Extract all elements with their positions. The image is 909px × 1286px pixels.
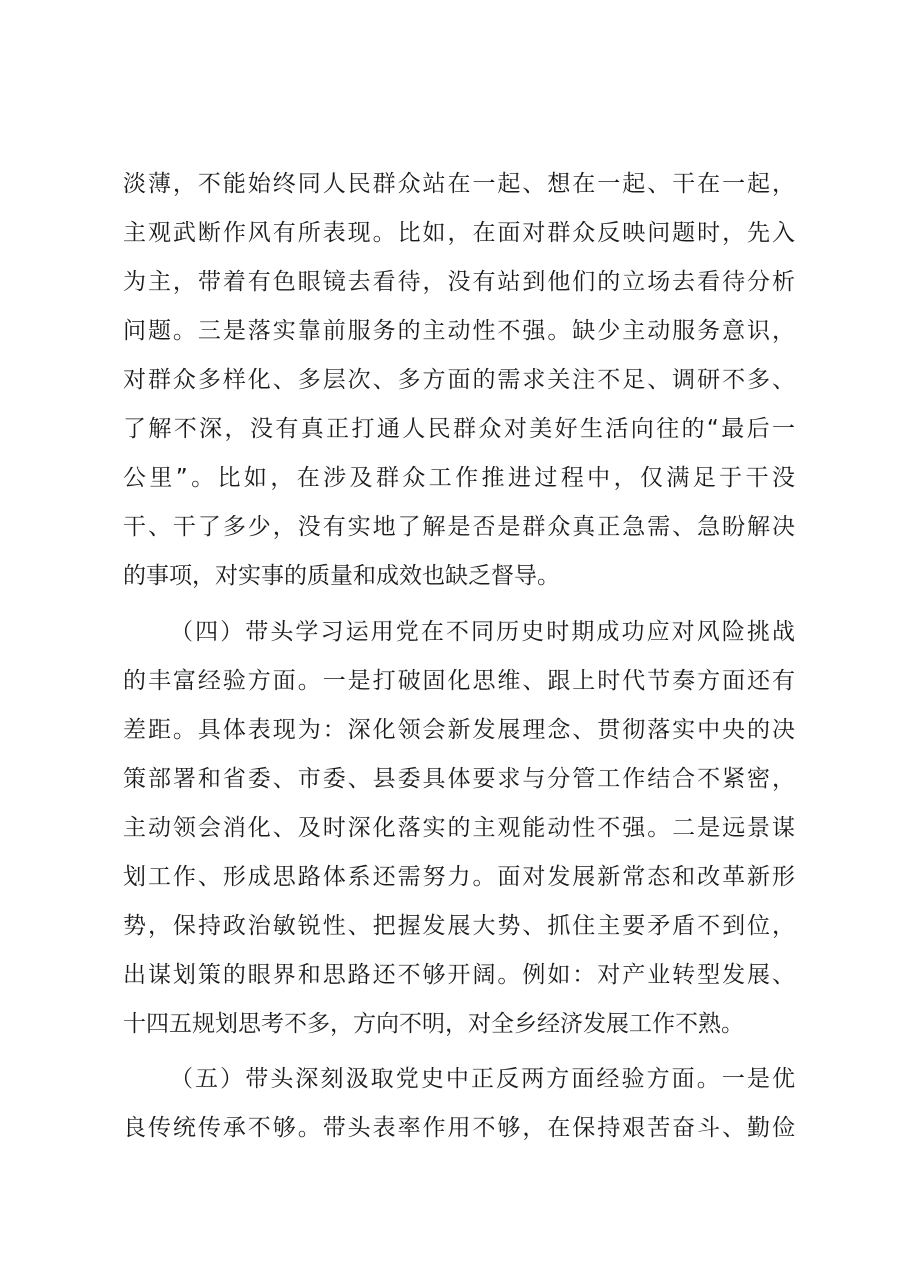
text-line-4: 问题。三是落实靠前服务的主动性不强。缺少主动服务意识， (123, 318, 795, 344)
text-line-3: 为主，带着有色眼镜去看待，没有站到他们的立场去看待分析 (123, 269, 795, 295)
text-line-11: 的丰富经验方面。一是打破固化思维、跟上时代节奏方面还有 (123, 668, 795, 694)
text-line-13: 策部署和省委、市委、县委具体要求与分管工作结合不紧密， (123, 766, 795, 792)
text-line-16: 势，保持政治敏锐性、把握发展大势、抓住主要矛盾不到位， (123, 913, 795, 939)
text-line-14: 主动领会消化、及时深化落实的主观能动性不强。二是远景谋 (123, 815, 795, 841)
text-line-7: 公里”。比如，在涉及群众工作推进过程中，仅满足于干没 (123, 465, 795, 491)
text-line-9: 的事项，对实事的质量和成效也缺乏督导。 (123, 563, 560, 589)
text-line-20: 良传统传承不够。带头表率作用不够，在保持艰苦奋斗、勤俭 (123, 1115, 795, 1141)
text-line-5: 对群众多样化、多层次、多方面的需求关注不足、调研不多、 (123, 367, 795, 393)
text-line-2: 主观武断作风有所表现。比如，在面对群众反映问题时，先入 (123, 220, 795, 246)
text-line-8: 干、干了多少，没有实地了解是否是群众真正急需、急盼解决 (123, 514, 795, 540)
text-line-6: 了解不深，没有真正打通人民群众对美好生活向往的“最后一 (123, 416, 795, 442)
paragraph-heading-4: （四）带头学习运用党在不同历史时期成功应对风险挑战 (170, 619, 795, 645)
text-line-1: 淡薄，不能始终同人民群众站在一起、想在一起、干在一起， (123, 171, 795, 197)
paragraph-heading-5: （五）带头深刻汲取党史中正反两方面经验方面。一是优 (170, 1066, 795, 1092)
text-line-12: 差距。具体表现为：深化领会新发展理念、贯彻落实中央的决 (123, 717, 795, 743)
text-line-17: 出谋划策的眼界和思路还不够开阔。例如：对产业转型发展、 (123, 962, 795, 988)
text-line-15: 划工作、形成思路体系还需努力。面对发展新常态和改革新形 (123, 864, 795, 890)
text-line-18: 十四五规划思考不多，方向不明，对全乡经济发展工作不熟。 (123, 1011, 744, 1037)
